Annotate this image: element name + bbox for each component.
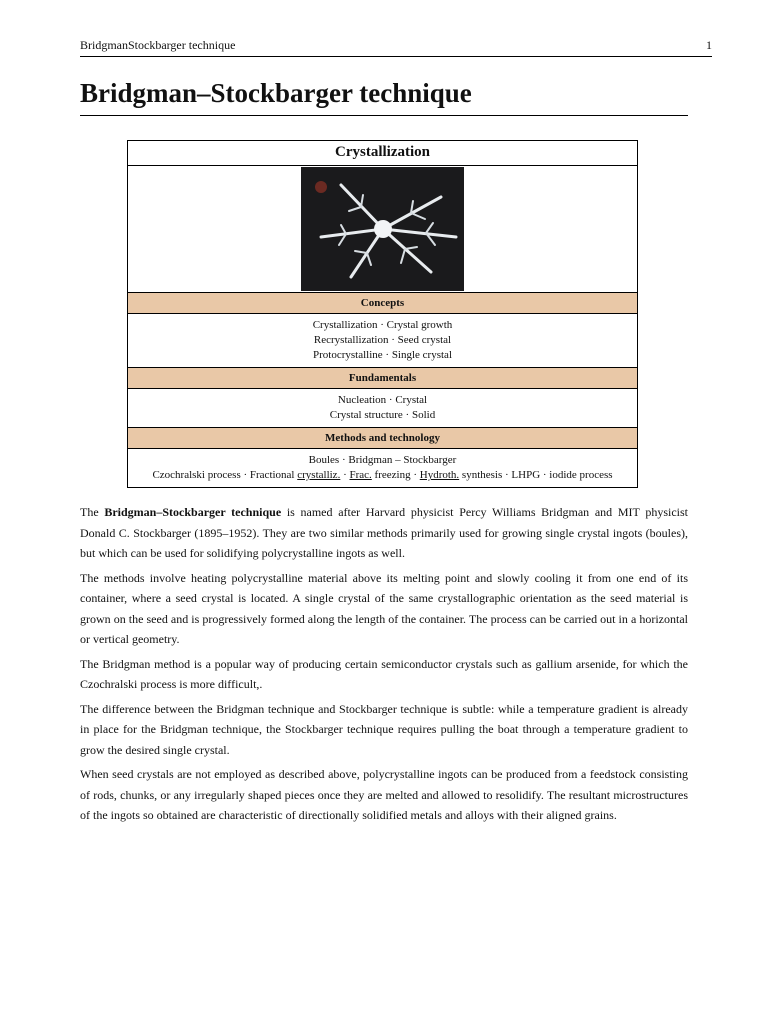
methods-link-crystalliz[interactable]: crystalliz. [297,469,341,481]
fundamentals-line[interactable]: Nucleation · Crystal [337,394,428,406]
methods-text[interactable]: synthesis · LHPG · iodide process [459,469,613,481]
concepts-line[interactable]: Protocrystalline · Single crystal [313,349,452,361]
infobox-fundamentals-body [128,389,637,428]
page-number: 1 [706,38,712,52]
methods-text[interactable]: freezing · [371,469,420,481]
paragraph-4: The difference between the Bridgman technique and Stockbarger technique is subtle: while a temperature gradient is already in place for the Bridgman technique, the Stockbarger technique requires pulling the boat through a temperature gradient to grow the desired single crystal. [80,701,688,757]
p1-text: The [80,505,105,519]
methods-line [128,468,637,483]
infobox-image [128,166,637,293]
infobox [127,140,638,488]
page-title: Bridgman–Stockbarger technique [80,78,688,116]
infobox-section-fundamentals: Fundamentals [128,368,637,389]
paragraph-5: When seed crystals are not employed as described above, polycrystalline ingots can be produced from a feedstock consisting of rods, chunks, or any irregularly shaped pieces once they are melted and allowed to resolidify. The resultant microstructures of the ingots so obtained are characteristic of directionally solidified metals and alloys with their aligned grains. [80,767,688,822]
p1-text: is named after Harvard physicist Percy Williams Bridgman and MIT physicist Donald C. Stockbarger (1895–1952). They are two similar methods primarily used for growing single crystal ingots (boules), but which can be used for solidifying polycrystalline ingots as well. [80,505,688,560]
article-body [80,502,688,830]
fundamentals-line[interactable]: Crystal structure · Solid [329,409,436,421]
running-header [80,38,712,57]
p1-bold-term: Bridgman–Stockbarger technique [104,505,282,519]
running-title: BridgmanStockbarger technique [80,38,236,52]
infobox-title: Crystallization [128,141,637,166]
paragraph-2: The methods involve heating polycrystalline material above its melting point and slowly cooling it from one end of its container, where a seed crystal is located. A single crystal of the same crystallographic orientation as the seed material is grown on the seed and is progressively formed along the length of the container. The process can be carried out in a horizontal or vertical geometry. [80,570,688,646]
concepts-line[interactable]: Recrystallization · Seed crystal [313,334,452,346]
snow-crystal-photo-icon [301,167,464,291]
methods-link-hydroth[interactable]: Hydroth. [419,469,460,481]
paragraph-1 [80,502,688,564]
methods-line[interactable]: Boules · Bridgman – Stockbarger [308,454,457,466]
concepts-line[interactable]: Crystallization · Crystal growth [312,319,453,331]
infobox-section-concepts: Concepts [128,293,637,314]
infobox-section-methods: Methods and technology [128,428,637,449]
methods-text[interactable]: Czochralski process · Fractional [152,469,298,481]
methods-text: · [340,469,350,481]
infobox-concepts-body [128,314,637,368]
infobox-methods-body [128,449,637,487]
paragraph-3: The Bridgman method is a popular way of producing certain semiconductor crystals such as gallium arsenide, for which the Czochralski process is more difficult,. [80,656,688,691]
methods-link-frac[interactable]: Frac. [349,469,372,481]
